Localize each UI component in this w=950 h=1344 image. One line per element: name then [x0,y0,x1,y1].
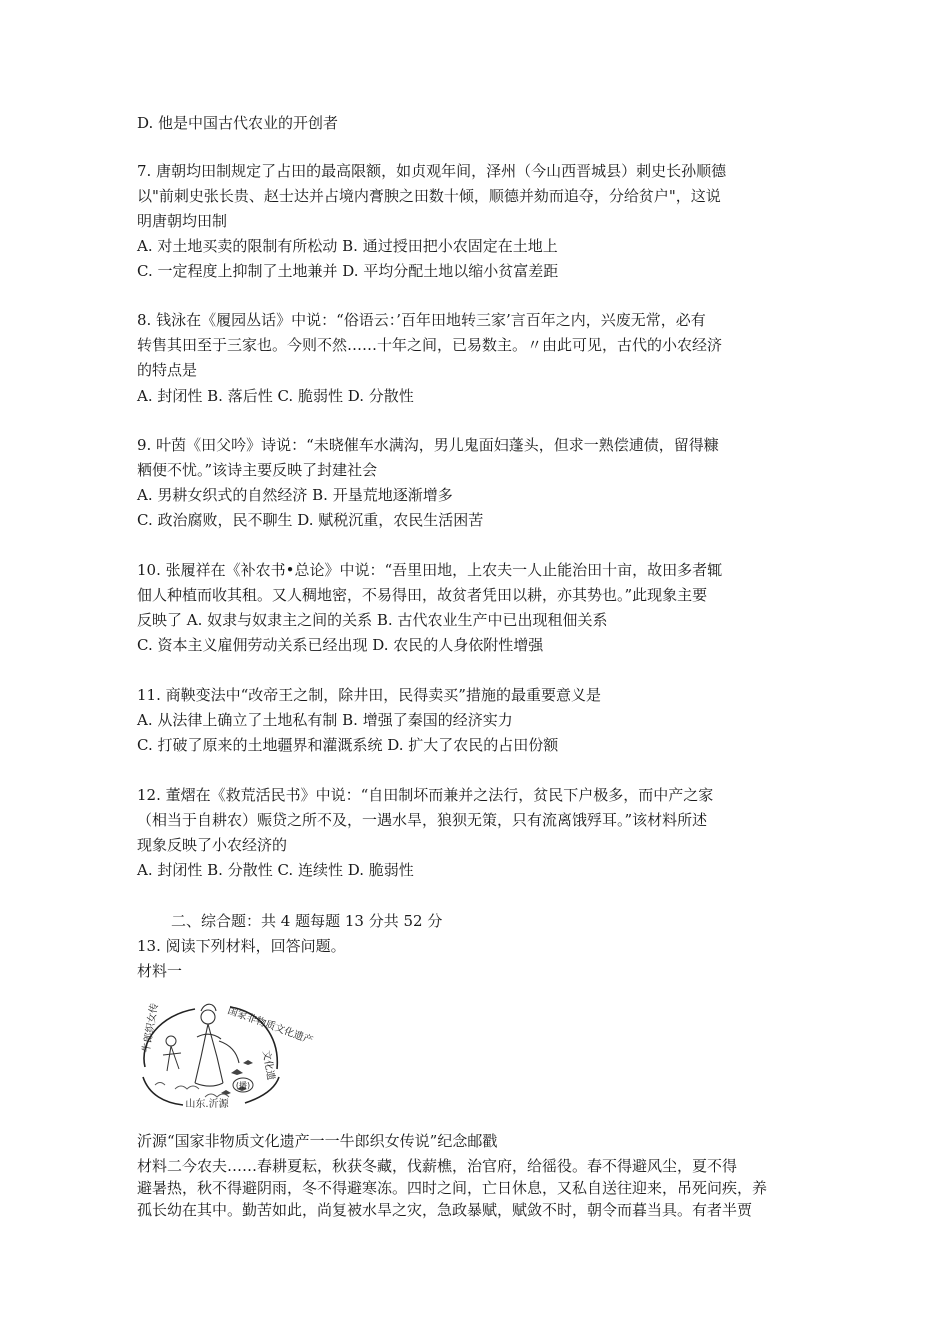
q9-options-cd: C. 政治腐败，民不聊生 D. 赋税沉重，农民生活困苦 [137,511,484,529]
q7-options-cd: C. 一定程度上抑制了土地兼并 D. 平均分配土地以缩小贫富差距 [137,262,559,280]
q9-stem-line-1: 9. 叶茵《田父吟》诗说：“未晓催车水满沟，男儿鬼面妇蓬头，但求一熟偿逋债，留得糠 [137,436,719,454]
material-one-label: 材料一 [137,962,183,980]
q11-options-ab: A. 从法律上确立了土地私有制 B. 增强了秦国的经济实力 [137,711,513,729]
q8-options: A. 封闭性 B. 落后性 C. 脆弱性 D. 分散性 [137,387,414,405]
q11-stem: 11. 商鞅变法中“改帝王之制，除井田，民得卖买”措施的最重要意义是 [137,686,601,704]
q10-stem-line-1: 10. 张履祥在《补农书•总论》中说：“吾里田地，上农夫一人止能治田十亩，故田多者辄 [137,561,723,579]
q7-stem-line-3: 明唐朝均田制 [137,212,228,230]
q10-options-cd: C. 资本主义雇佣劳动关系已经出现 D. 农民的人身依附性增强 [137,636,544,654]
commemorative-postmark-image [135,997,315,1110]
q9-options-ab: A. 男耕女织式的自然经济 B. 开垦荒地逐渐增多 [137,486,453,504]
q9-stem-line-2: 粞便不忧。”该诗主要反映了封建社会 [137,461,378,479]
q7-stem-line-1: 7. 唐朝均田制规定了占田的最高限额，如贞观年间，泽州（今山西晋城县）刺史长孙顺德 [137,162,727,180]
section-two-heading: 二、综合题：共 4 题每题 13 分共 52 分 [171,912,443,930]
postmark-right-text: 文化遗 [260,1049,277,1082]
q12-stem-line-2: （相当于自耕农）赈贷之所不及，一遇水旱，狼狈无策，只有流离饿殍耳。”该材料所述 [137,811,708,829]
material-two-line-3: 孤长幼在其中。勤苦如此，尚复被水旱之灾，急政暴赋，赋敛不时，朝令而暮当具。有者半贾 [137,1201,753,1219]
q8-stem-line-1: 8. 钱泳在《履园丛话》中说：“俗语云：’百年田地转三家’言百年之内，兴废无常，必有 [137,311,706,329]
q8-stem-line-3: 的特点是 [137,361,198,379]
q6-option-d: D. 他是中国古代农业的开创者 [137,114,339,132]
postmark-bottom-text: 山东.沂源 [185,1099,229,1110]
q8-stem-line-2: 转售其田至于三家也。今则不然……十年之间，已易数主。〃由此可见，古代的小农经济 [137,336,723,354]
q10-stem-line-3: 反映了 A. 奴隶与奴隶主之间的关系 B. 古代农业生产中已出现租佃关系 [137,611,608,629]
q13-stem: 13. 阅读下列材料，回答问题。 [137,937,346,955]
q10-stem-line-2: 佃人种植而收其租。又人稠地密，不易得田，故贫者凭田以耕，亦其势也。”此现象主要 [137,586,708,604]
q7-stem-line-2: 以"前刺史张长贵、赵士达并占境内膏腴之田数十倾，顺德并劾而追夺，分给贫户"，这说 [137,187,721,205]
q11-options-cd: C. 打破了原来的土地疆界和灌溉系统 D. 扩大了农民的占田份额 [137,736,559,754]
material-two-line-1: 材料二今农夫……春耕夏耘，秋获冬藏，伐薪樵，治官府，给徭役。春不得避风尘，夏不得 [137,1157,738,1175]
postmark-caption: 沂源“国家非物质文化遗产一一牛郎织女传说”纪念邮戳 [137,1132,498,1150]
postmark-left-text: 牛郎织女传 [141,1002,161,1054]
postmark-seal-text: (播) [235,1081,251,1090]
q12-stem-line-3: 现象反映了小农经济的 [137,836,288,854]
material-two-line-2: 避暑热，秋不得避阴雨，冬不得避寒冻。四时之间，亡日休息，又私自送往迎来，吊死问疾，养 [137,1179,768,1197]
q12-options: A. 封闭性 B. 分散性 C. 连续性 D. 脆弱性 [137,861,414,879]
postmark-top-text: 国家非物质文化遗产 [225,1005,315,1047]
q12-stem-line-1: 12. 董熠在《救荒活民书》中说：“自田制坏而兼并之法行，贫民下户极多，而中产之家 [137,786,714,804]
q7-options-ab: A. 对土地买卖的限制有所松动 B. 通过授田把小农固定在土地上 [137,237,558,255]
